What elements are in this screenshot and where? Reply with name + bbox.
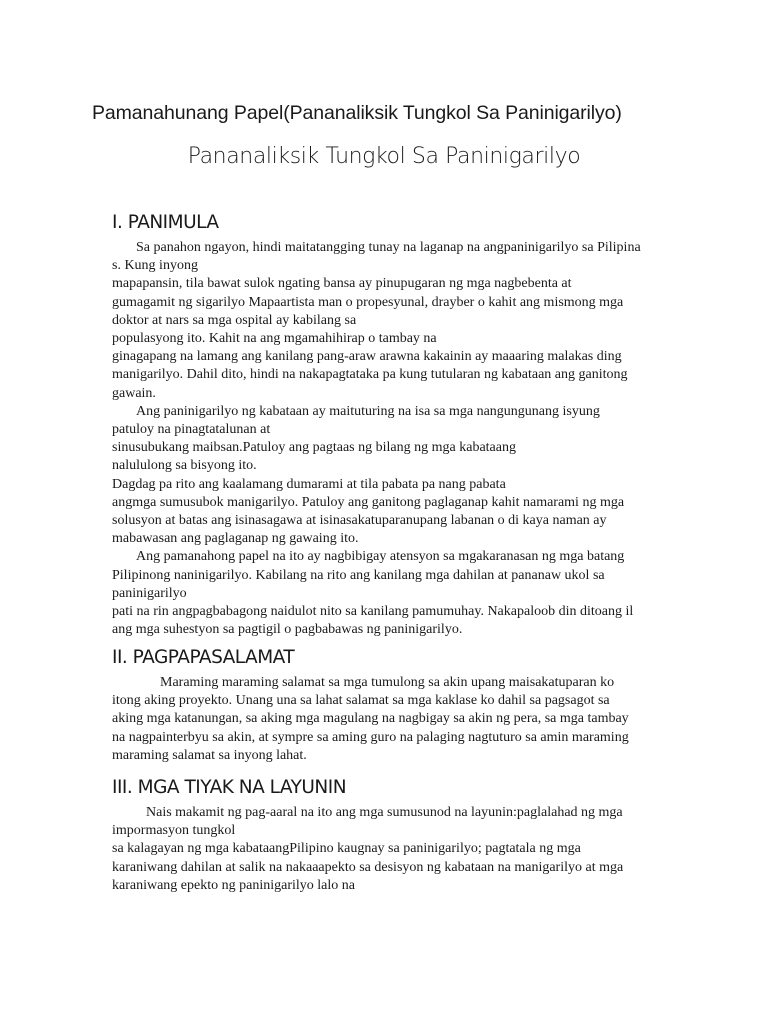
section-panimula [112, 212, 672, 639]
paragraph-line: populasyong ito. Kahit na ang mgamahihirap o tambay na [112, 331, 437, 347]
paragraph-line: nalululong sa bisyong ito. [112, 458, 257, 474]
section-heading: I. PANIMULA [112, 212, 219, 233]
paragraph-line: aking mga katanungan, sa aking mga magulang na nagbigay sa akin ng pera, sa mga tambay [112, 711, 629, 727]
paragraph-line: na nagpainterbyu sa akin, at sympre sa aming guro na palaging nagtuturo sa amin maraming [112, 729, 629, 745]
paragraph-line: paninigarilyo [112, 585, 187, 601]
paragraph-line: Pilipinong naninigarilyo. Kabilang na rito ang kanilang mga dahilan at pananaw ukol sa [112, 567, 605, 583]
paragraph-line: manigarilyo. Dahil dito, hindi na nakapagtataka pa kung tutularan ng kabataan ang ganitong [112, 367, 628, 383]
paragraph-line: Nais makamit ng pag-aaral na ito ang mga sumusunod na layunin:paglalahad ng mga [146, 805, 623, 820]
paragraph-line: Ang paninigarilyo ng kabataan ay maituturing na isa sa mga nangungunang isyung [136, 403, 600, 419]
paragraph-line: Maraming maraming salamat sa mga tumulong sa akin upang maisakatuparan ko [160, 675, 615, 690]
document-title: Pamanahunang Papel(Pananaliksik Tungkol Sa Paninigarilyo) [92, 102, 622, 124]
paragraph-line: gumagamit ng sigarilyo Mapaartista man o propesyunal, drayber o kahit ang mismong mga [112, 294, 624, 310]
paragraph-line: solusyon at batas ang isinasagawa at isinasakatuparanupang labanan o di kaya naman ay [112, 513, 607, 529]
paragraph-line: karaniwang dahilan at salik na nakaaapekto sa desisyon ng kabataan na manigarilyo at mga [112, 859, 624, 875]
paragraph-line: angmga sumusubok manigarilyo. Patuloy ang ganitong paglaganap kahit namarami ng mga [112, 494, 625, 510]
paragraph-line: maraming salamat sa inyong lahat. [112, 747, 307, 763]
paragraph-line: doktor at nars sa mga ospital ay kabilang sa [112, 312, 357, 328]
paragraph-line: Sa panahon ngayon, hindi maitatangging tunay na laganap na angpaninigarilyo sa Pilipina [136, 240, 641, 255]
paragraph-line: pati na rin angpagbabagong naidulot nito sa kanilang pamumuhay. Nakapaloob din ditoang il [112, 604, 634, 620]
main-title: Pananaliksik Tungkol Sa Paninigarilyo [187, 144, 581, 169]
paragraph-line: ginagapang na lamang ang kanilang pang-araw arawna kakainin ay maaaring malakas ding [112, 349, 622, 365]
paragraph-line: impormasyon tungkol [112, 823, 236, 839]
paragraph-line: mapapansin, tila bawat sulok ngating bansa ay pinupugaran ng mga nagbebenta at [112, 276, 572, 292]
paragraph-line: Ang pamanahong papel na ito ay nagbibigay atensyon sa mgakaranasan ng mga batang [136, 549, 625, 565]
section-body [112, 239, 672, 639]
paragraph-line: itong aking proyekto. Unang una sa lahat salamat sa mga kaklase ko dahil sa pagsagot sa [112, 693, 610, 709]
section-body [112, 804, 672, 895]
paragraph-line: mabawasan ang paglaganap ng gawaing ito. [112, 531, 359, 547]
paragraph-line: sinusubukang maibsan.Patuloy ang pagtaas ng bilang ng mga kabataang [112, 440, 516, 456]
paragraph-line: gawain. [112, 385, 156, 401]
section-body [112, 674, 672, 765]
paragraph-line: Dagdag pa rito ang kaalamang dumarami at tila pabata pa nang pabata [112, 476, 506, 492]
paragraph-line: sa kalagayan ng mga kabataangPilipino kaugnay sa paninigarilyo; pagtatala ng mga [112, 841, 581, 857]
paragraph-line: s. Kung inyong [112, 258, 198, 274]
section-heading: III. MGA TIYAK NA LAYUNIN [112, 777, 347, 798]
section-heading: II. PAGPAPASALAMAT [112, 647, 295, 668]
paragraph-line: ang mga suhestyon sa pagtigil o pagbabawas ng paninigarilyo. [112, 622, 463, 638]
section-pagpapasalamat [112, 647, 672, 765]
paragraph-line: karaniwang epekto ng paninigarilyo lalo na [112, 877, 355, 893]
section-mga-tiyak-na-layunin [112, 777, 672, 895]
paragraph-line: patuloy na pinagtatalunan at [112, 422, 271, 438]
